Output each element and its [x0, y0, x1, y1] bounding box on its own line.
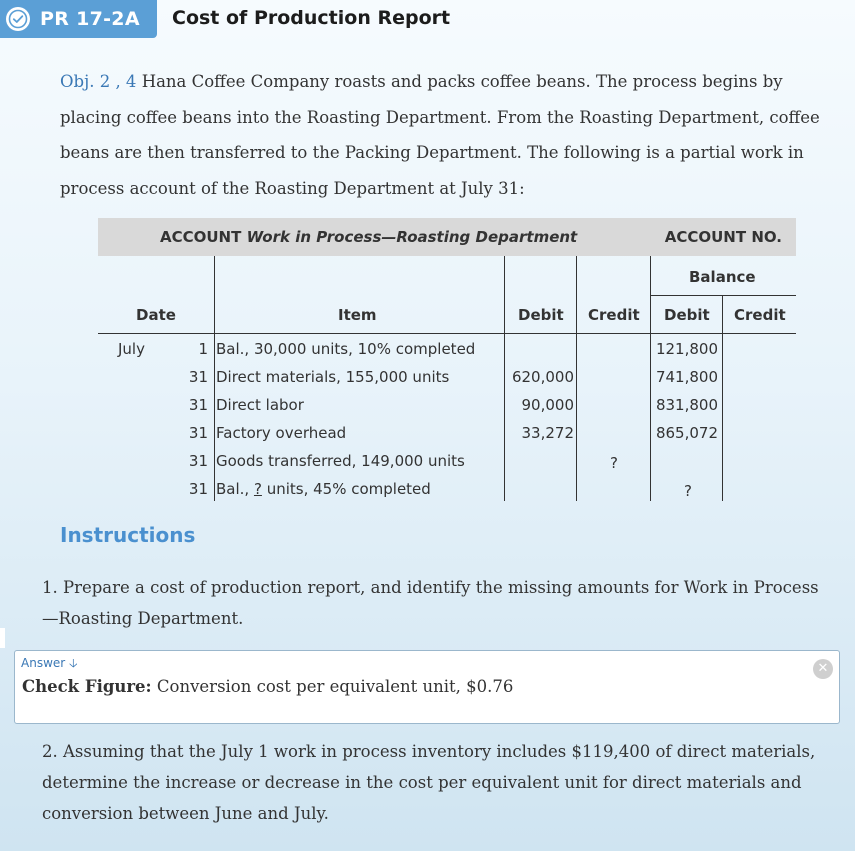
check-figure [22, 677, 513, 696]
grid-line [214, 256, 215, 501]
instruction-step-1: 1. Prepare a cost of production report, and identify the missing amounts for Work in Process —Roasting Department. [42, 578, 819, 628]
row-balance-debit: 865,072 [655, 424, 718, 442]
intro-text: Hana Coffee Company roasts and packs coffee beans. The process begins by placing coffee beans into the Roasting Department. From the Roasting Department, coffee beans are then transferred to the Packing Department. The following is a partial work in process account of the Roasting Department at July 31: [60, 72, 820, 198]
grid-line [650, 256, 651, 501]
row-debit: 90,000 [521, 396, 574, 414]
row-day: 31 [188, 452, 208, 470]
account-name: Work in Process—Roasting Department [246, 228, 578, 246]
row-item: Bal., 30,000 units, 10% completed [216, 340, 476, 358]
header [0, 0, 855, 38]
grid-line [650, 295, 796, 296]
problem-badge[interactable] [0, 0, 157, 38]
row-day: 31 [188, 396, 208, 414]
close-icon[interactable]: ✕ [813, 659, 833, 679]
work-in-process-account [98, 218, 796, 501]
answer-box [14, 650, 840, 724]
side-tab [0, 628, 5, 648]
account-label: ACCOUNT [160, 228, 242, 246]
grid-line [576, 256, 577, 501]
answer-toggle[interactable]: Answer 🡣 [21, 656, 78, 670]
account-header [98, 218, 796, 256]
row-day: 31 [188, 480, 208, 498]
row-item: Direct materials, 155,000 units [216, 368, 450, 386]
col-debit: Debit [518, 306, 564, 324]
check-figure-label: Check Figure: [22, 677, 152, 696]
objective-links[interactable]: 2 , 4 [99, 72, 137, 91]
check-figure-text: Conversion cost per equivalent unit, $0.76 [156, 677, 514, 696]
row-credit: ? [610, 454, 618, 472]
col-credit: Credit [588, 306, 640, 324]
check-circle-icon [6, 7, 30, 31]
row-day: 31 [188, 424, 208, 442]
intro-paragraph [60, 64, 835, 206]
row-balance-debit: 831,800 [655, 396, 718, 414]
grid-line [98, 333, 796, 334]
row-day: 31 [188, 368, 208, 386]
row-balance-debit: ? [684, 482, 692, 500]
col-balance-debit: Debit [664, 306, 710, 324]
row-item: Direct labor [216, 396, 304, 414]
row-day: 1 [198, 340, 208, 358]
month-label: July [118, 340, 145, 358]
row-item: Bal., ? units, 45% completed [216, 480, 431, 498]
arrow-down-icon: 🡣 [69, 656, 78, 670]
row-debit: 620,000 [511, 368, 574, 386]
row-item: Goods transferred, 149,000 units [216, 452, 465, 470]
account-no-label: ACCOUNT NO. [664, 228, 782, 246]
instruction-step-2: 2. Assuming that the July 1 work in process inventory includes $119,400 of direct materials, determine the increase or decrease in the cost per equivalent unit for direct materials and conversion between June and July. [42, 742, 816, 823]
col-balance: Balance [689, 268, 756, 286]
badge-label: PR 17-2A [40, 8, 140, 30]
row-balance-debit: 741,800 [655, 368, 718, 386]
objective-label: Obj. [60, 72, 95, 91]
page-title: Cost of Production Report [172, 7, 451, 29]
row-balance-debit: 121,800 [655, 340, 718, 358]
ledger-grid [98, 256, 796, 501]
col-date: Date [136, 306, 176, 324]
row-debit: 33,272 [521, 424, 574, 442]
instructions-heading: Instructions [60, 523, 196, 547]
row-item: Factory overhead [216, 424, 347, 442]
col-item: Item [338, 306, 377, 324]
grid-line [504, 256, 505, 501]
grid-line [722, 295, 723, 501]
col-balance-credit: Credit [734, 306, 786, 324]
